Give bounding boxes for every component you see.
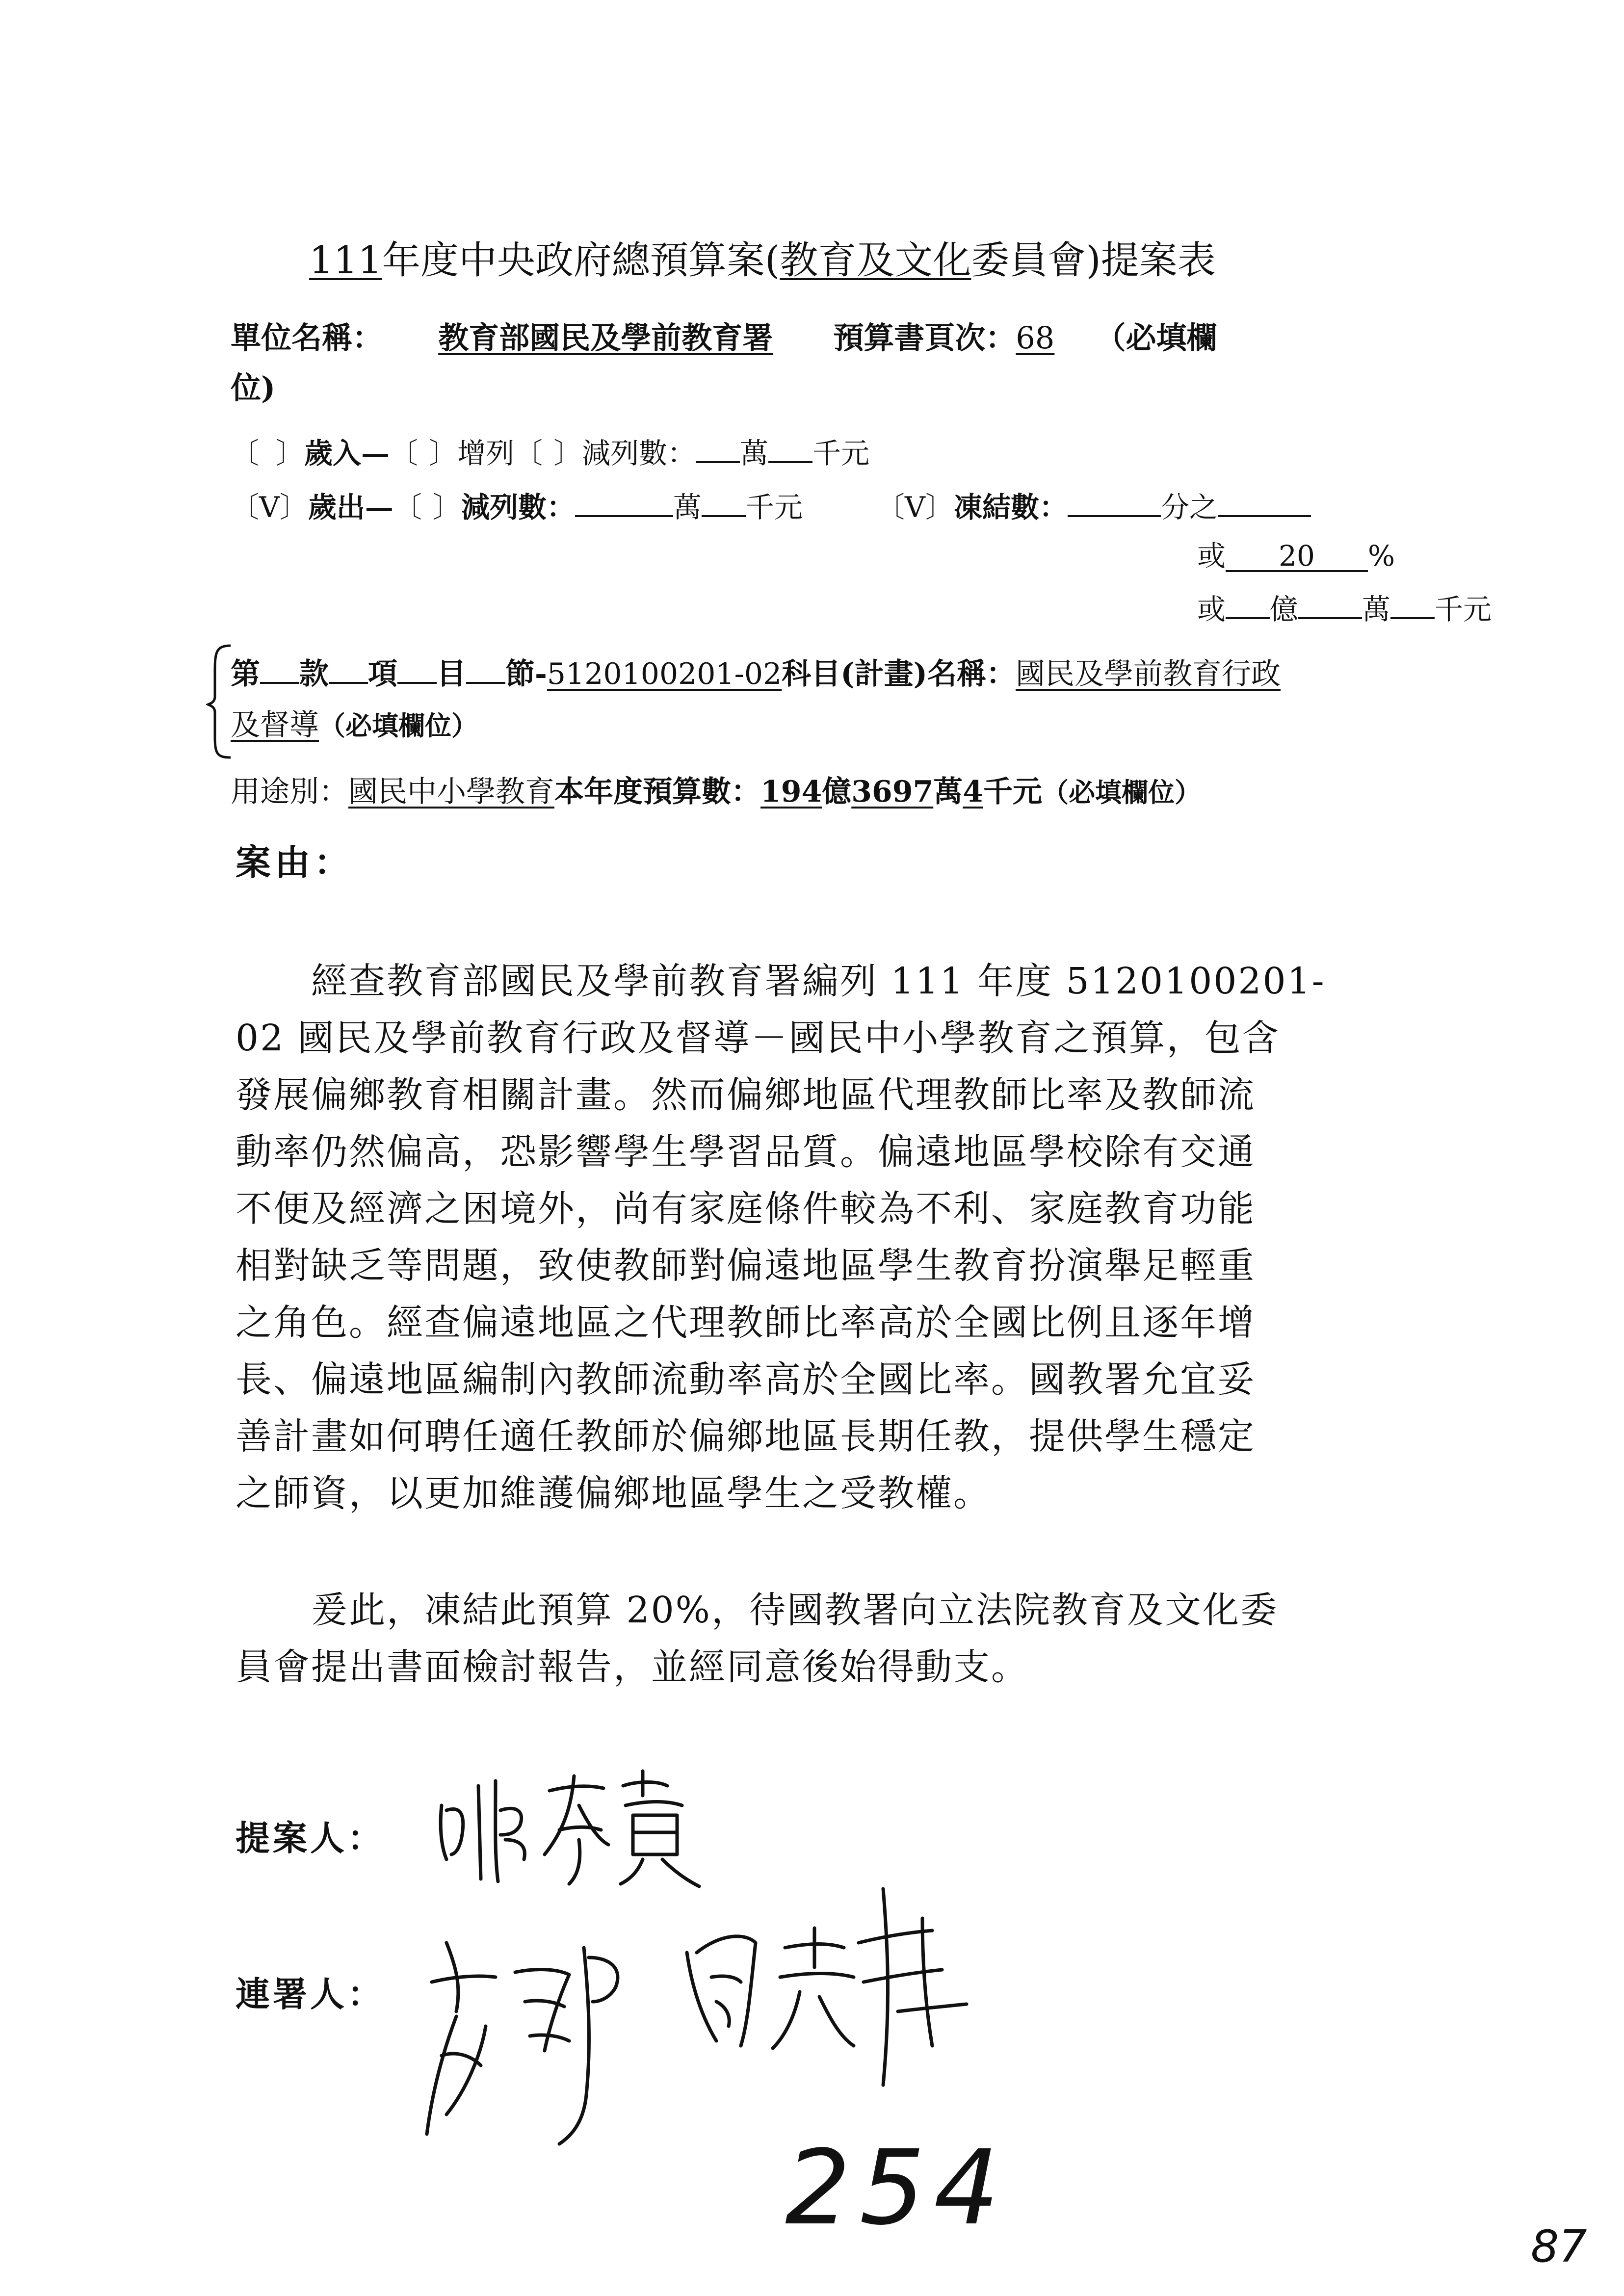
item-xiang: 項 [368,657,397,691]
or-label-2: 或 [1197,593,1226,626]
item-jie: 節- [505,657,547,691]
budget-wan: 萬 [933,775,963,809]
reason-line: 相對缺乏等問題，致使教師對偏遠地區學生教育扮演舉足輕重 [236,1245,1256,1287]
unit-label: 單位名稱： [231,320,383,356]
reason-line: 之師資，以更加維護偏鄉地區學生之受教權。 [236,1472,991,1514]
expenditure-row [231,490,1311,522]
exp-check-mark: V [259,491,280,524]
blank [696,436,740,463]
reason-line: 不便及經濟之困境外，尚有家庭條件較為不利、家庭教育功能 [236,1188,1256,1230]
exp-decrease-box-open: 〔 [393,491,422,524]
reason-line: 動率仍然偏高，恐影響學生學習品質。偏遠地區學校除有交通 [236,1131,1256,1173]
page-label: 預算書頁次： [833,320,1016,356]
item-required: （必填欄位） [319,710,478,741]
blank [329,655,368,684]
increase-box-open: 〔 [390,437,419,470]
freeze-box-close: 〕 [925,491,954,524]
blank [1298,592,1362,619]
exp-decrease-box-close: 〕 [432,491,461,524]
subject-label: 科目(計畫)名稱： [782,657,1016,691]
reason-line: 02 國民及學前教育行政及督導－國民中小學教育之預算，包含 [236,1017,1280,1059]
exp-wan: 萬 [673,491,702,524]
blank [768,436,812,463]
exp-decrease: 減列數： [461,491,575,524]
subject-name-a: 國民及學前教育行政 [1016,657,1281,691]
cosigner-signature-1 [412,1928,638,2164]
freeze-wan: 萬 [1362,593,1391,626]
exp-box-open: 〔 [231,491,260,524]
page-number: 68 [1016,320,1055,356]
usage-row [231,777,1201,807]
freeze-qian: 千元 [1435,593,1492,626]
reason-line: 善計畫如何聘任適任教師於偏鄉地區長期任教，提供學生穩定 [236,1415,1256,1458]
title-part1: 年度中央政府總預算案( [382,238,780,283]
handwritten-number: 254 [785,2128,1008,2248]
title-part2: 委員會)提案表 [971,238,1216,283]
budget-label: 本年度預算數： [554,775,760,809]
percent-sign: % [1368,539,1395,573]
reason-line: 爰此，凍結此預算 20%，待國教署向立法院教育及文化委 [236,1589,1278,1631]
blank [1390,592,1435,619]
reason-line: 發展偏鄉教育相關計畫。然而偏鄉地區代理教師比率及教師流 [236,1074,1256,1116]
revenue-decrease: 減列數： [582,437,696,470]
unit-required-cont [231,370,276,406]
form-title [309,238,1216,283]
cosigner-signature-2 [667,1879,981,2095]
blank [1068,490,1161,517]
budget-yi: 億 [822,775,852,809]
freeze-box-open: 〔 [876,491,905,524]
cosigner-label: 連署人： [236,1974,385,2014]
decrease-box-open: 〔 [514,437,543,470]
budget-qian: 千元 [983,775,1042,809]
budget-qian-value: 4 [963,775,983,809]
proposer-label: 提案人： [236,1818,385,1858]
proposer-signature [432,1766,707,1894]
item-kuan: 款 [299,657,329,691]
subject-name-b: 及督導 [231,708,319,742]
reason-paragraph-2 [236,1582,1278,1696]
required-note-a: （必填欄 [1095,320,1217,356]
expenditure-label: 歲出— [308,491,393,524]
freeze-percent-value: 20 [1279,539,1315,573]
revenue-qian: 千元 [812,437,870,470]
freeze-label: 凍結數： [953,491,1068,524]
freeze-check-mark: V [905,491,925,524]
usage-required: （必填欄位） [1042,777,1201,808]
blank [575,490,673,517]
revenue-box-close: 〕 [276,437,305,470]
budget-wan-value: 3697 [851,775,934,809]
title-committee: 教育及文化 [780,238,971,283]
increase-box-close: 〕 [429,437,458,470]
unit-row [231,320,1217,356]
blank [397,655,437,684]
blank [466,655,505,684]
unit-name: 教育部國民及學前教育署 [438,320,773,356]
item-code: 5120100201-02 [547,657,782,691]
title-year: 111 [309,238,382,283]
revenue-increase: 增列 [457,437,515,470]
item-row [231,655,1281,689]
page-mark: 87 [1531,2221,1587,2272]
freeze-yi: 億 [1270,593,1299,626]
revenue-box-open: 〔 [231,437,260,470]
reason-line: 員會提出書面檢討報告，並經同意後始得動支。 [236,1646,1029,1688]
exp-box-close: 〕 [279,491,308,524]
blank [260,655,299,684]
freeze-fraction: 分之 [1160,491,1218,524]
item-di: 第 [231,657,260,691]
exp-qian: 千元 [746,491,803,524]
decrease-box-close: 〕 [553,437,582,470]
reason-paragraph-1 [236,953,1326,1522]
revenue-row [231,436,869,468]
required-note-b: 位) [231,370,276,406]
revenue-label: 歲入— [304,437,390,470]
item-row-cont [231,710,478,740]
blank [702,490,746,517]
reason-line: 經查教育部國民及學前教育署編列 111 年度 5120100201- [236,960,1326,1002]
blank [1226,592,1270,619]
blank [1218,490,1311,517]
reason-line: 長、偏遠地區編制內教師流動率高於全國比率。國教署允宜妥 [236,1358,1256,1401]
budget-yi-value: 194 [760,775,822,809]
usage-label: 用途別： [231,775,348,809]
item-mu: 目 [437,657,466,691]
or-label-1: 或 [1197,539,1226,573]
usage-value: 國民中小學教育 [348,775,554,809]
freeze-amount-row [1197,592,1492,624]
reason-line: 之角色。經查偏遠地區之代理教師比率高於全國比例且逐年增 [236,1302,1256,1344]
freeze-percent-row [1197,539,1395,573]
reason-heading: 案由： [236,841,354,883]
revenue-wan: 萬 [740,437,769,470]
